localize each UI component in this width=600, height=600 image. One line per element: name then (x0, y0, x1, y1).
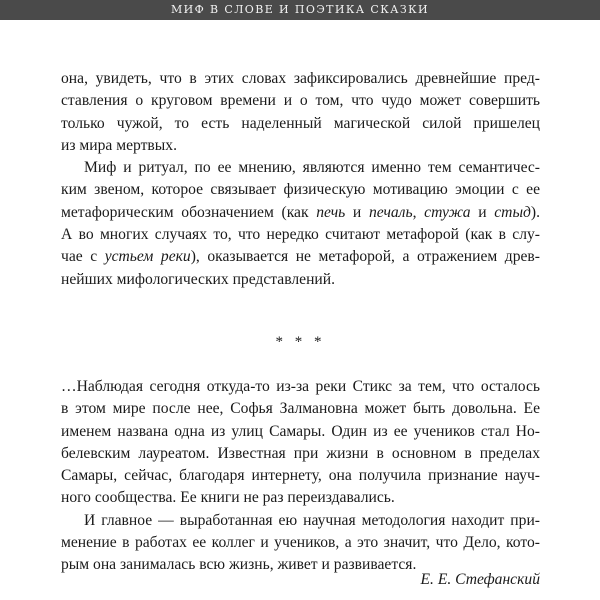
text-line: именем названа одна из улиц Самары. Один из ее учеников стал Но- (61, 422, 540, 440)
text-line: только чужой, то есть наделенный магической силой пришелец (61, 114, 540, 132)
text-line: она, увидеть, что в этих словах зафиксировались древнейшие пред- (61, 70, 540, 87)
text-run: и (345, 203, 369, 221)
text-line-mixed (61, 202, 540, 224)
text-line: рым она занималась всю жизнь, живет и развивается. (61, 556, 417, 574)
text-line: Самары, сейчас, благодаря интернету, она получила признание науч- (61, 467, 540, 485)
text-run: метафорическим обозначением (как (61, 203, 317, 221)
text-run: , (412, 203, 425, 221)
author-signature: Е. Е. Стефанский (420, 571, 540, 588)
paragraph-4 (61, 510, 540, 577)
text-run: ), оказывается не метафорой, а отражением древ- (190, 248, 540, 266)
text-line: ким звеном, которое связывает физическую мотивацию эмоции с ее (61, 181, 540, 199)
text-line: белевским лауреатом. Известная при жизни в основном в пределах (61, 444, 540, 462)
italic-term: устьем реки (104, 248, 191, 266)
text-line: …Наблюдая сегодня откуда-то из-за реки Стикс за тем, что осталось (61, 377, 540, 395)
italic-term: стужа (424, 203, 471, 221)
text-line: Миф и ритуал, по ее мнению, являются именно тем семантичес- (84, 159, 540, 177)
text-line: А во многих случаях то, что нередко считают метафорой (как в слу- (61, 226, 540, 244)
paragraph-1 (61, 68, 540, 157)
running-title: МИФ В СЛОВЕ И ПОЭТИКА СКАЗКИ (170, 3, 430, 16)
text-line: в этом мире после нее, Софья Залмановна может быть довольна. Ее (61, 400, 540, 418)
page-body (61, 68, 540, 577)
text-line: И главное — выработанная ею научная методология находит при- (84, 511, 540, 529)
italic-term: печь (316, 203, 346, 221)
text-line-mixed (61, 246, 540, 268)
paragraph-2 (61, 157, 540, 291)
italic-term: стыд (494, 203, 531, 221)
text-line: нейших мифологических представлений. (61, 270, 336, 288)
text-line: ставления о круговом времени и о том, что чудо может совершить (61, 92, 540, 110)
text-line: ного сообщества. Ее книги не раз переиздавались. (61, 489, 395, 507)
section-separator: * * * (275, 333, 326, 350)
running-header (0, 0, 600, 20)
paragraph-3 (61, 376, 540, 510)
text-line: из мира мертвых. (61, 136, 177, 154)
text-run: чае с (61, 248, 105, 266)
italic-term: печаль (368, 203, 413, 221)
text-line: менение в работах ее коллег и учеников, а это значит, что Дело, кото- (61, 534, 540, 552)
text-run: ). (530, 203, 540, 221)
text-run: и (470, 203, 495, 221)
